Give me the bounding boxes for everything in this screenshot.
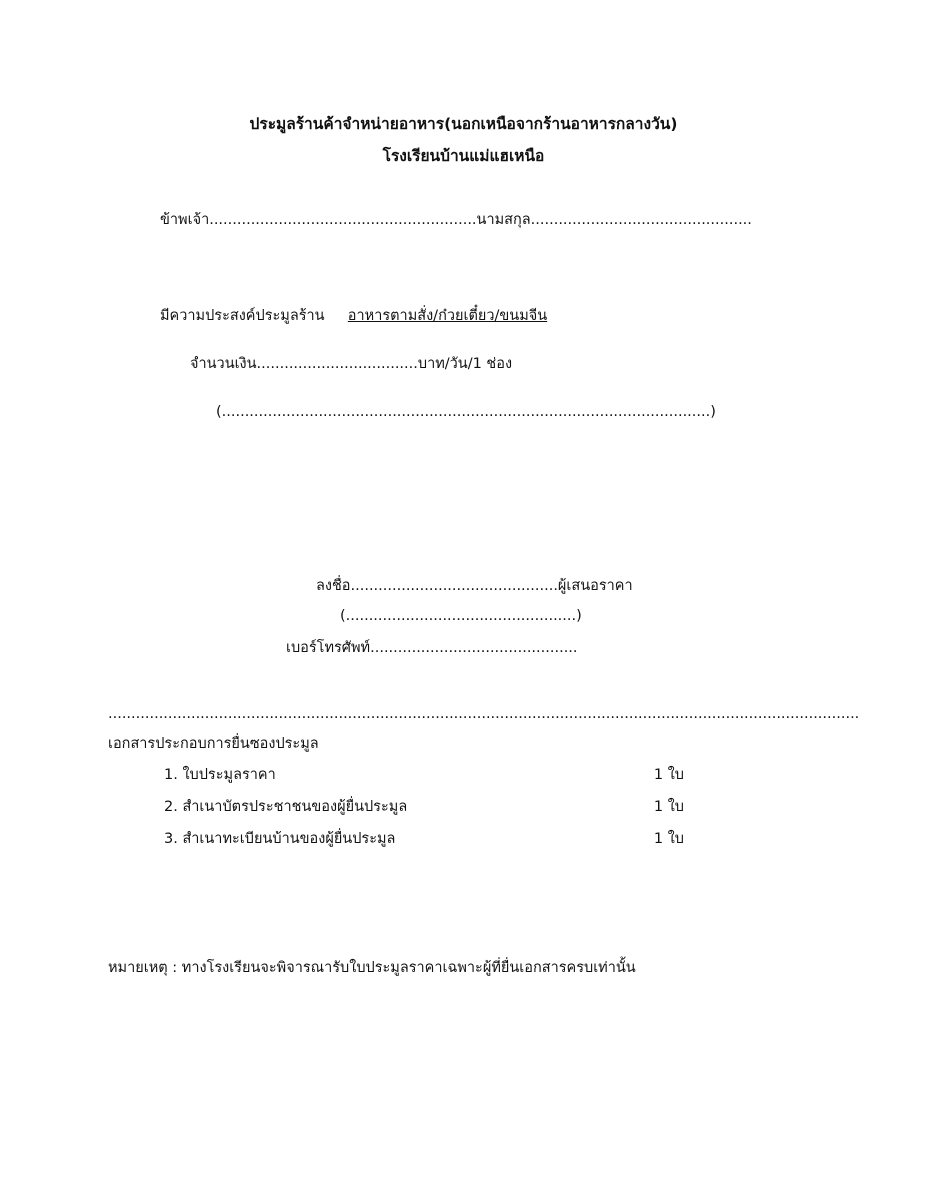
bid-amount-line: จำนวนเงิน...................................บาท/วัน/1 ช่อง — [190, 356, 513, 372]
documents-heading: เอกสารประกอบการยื่นซองประมูล — [108, 736, 319, 752]
signer-name-paren: (..................................................) — [340, 608, 582, 624]
phone-line: เบอร์โทรศัพท์............................................. — [286, 640, 578, 656]
document-item-label: 3. สำเนาทะเบียนบ้านของผู้ยื่นประมูล — [164, 831, 396, 847]
bid-amount-words: (..........................................................................................................) — [216, 404, 716, 420]
document-item-qty: 1 ใบ — [653, 799, 684, 815]
school-name: โรงเรียนบ้านแม่แฮเหนือ — [382, 147, 545, 165]
document-item-label: 1. ใบประมูลราคา — [164, 767, 276, 783]
bid-intent-line — [160, 306, 547, 326]
bid-intent-label: มีความประสงค์ประมูลร้าน — [160, 308, 325, 324]
dotted-divider: ................................................................................................................................................................... — [108, 706, 860, 722]
shop-type: อาหารตามสั่ง/ก๋วยเตี๋ยว/ขนมจีน — [347, 308, 548, 324]
signature-line: ลงชื่อ.............................................ผู้เสนอราคา — [316, 578, 633, 594]
document-item-qty: 1 ใบ — [653, 767, 684, 783]
note: หมายเหตุ : ทางโรงเรียนจะพิจารณารับใบประมูลราคาเฉพาะผู้ที่ยื่นเอกสารครบเท่านั้น — [108, 960, 636, 976]
document-item-label: 2. สำเนาบัตรประชาชนของผู้ยื่นประมูล — [164, 799, 408, 815]
applicant-name-line: ข้าพเจ้า..........................................................นามสกุล................................................ — [160, 212, 752, 228]
page-title: ประมูลร้านค้าจำหน่ายอาหาร(นอกเหนือจากร้านอาหารกลางวัน) — [249, 115, 678, 133]
document-item-qty: 1 ใบ — [653, 831, 684, 847]
